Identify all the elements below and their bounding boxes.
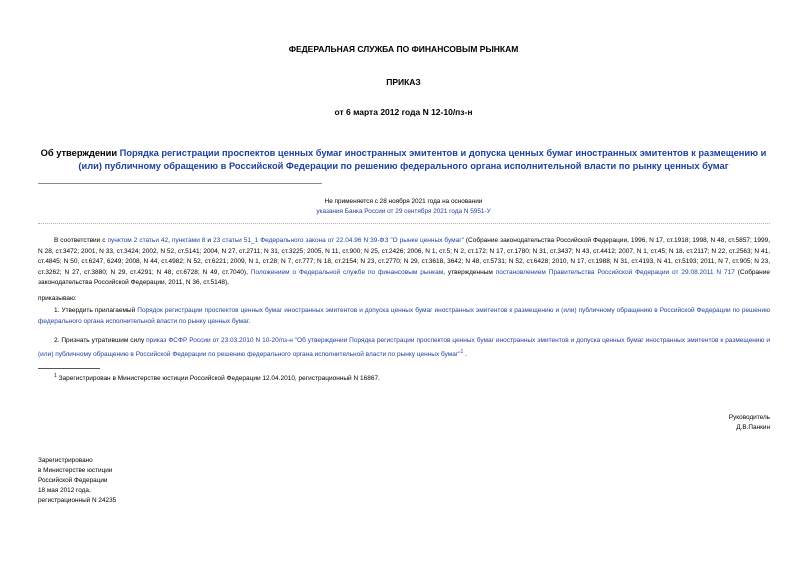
procedure-link[interactable]: Порядок регистрации проспектов ценных бумаг иностранных эмитентов и допуска ценных бумаг иностранных эмитентов к размещению и (или) публичному обращению в Российской Федерации по решению федерального органа исполнительной власти по рынку ценных бумаг xyxy=(38,307,770,325)
government-decree-link[interactable]: постановлением Правительства Российской Федерации от 29.08.2011 N 717 xyxy=(495,268,735,276)
preamble-text: и xyxy=(205,237,213,244)
law-link-article-42[interactable]: пунктом 2 статьи 42 xyxy=(107,237,169,244)
status-divider xyxy=(38,223,770,224)
footnote-marker: 1 xyxy=(54,373,57,379)
order-item-2 xyxy=(38,336,770,360)
document-type: ПРИКАЗ xyxy=(386,77,421,87)
signature-name: Д.В.Панкин xyxy=(736,424,770,431)
item2-text: 2. Признать утратившим силу xyxy=(54,337,147,344)
law-link-items-8[interactable]: пунктами 8 xyxy=(171,237,206,244)
footnote-ref[interactable]: 1 xyxy=(460,348,464,355)
registration-line-2: в Министерстве юстиции xyxy=(38,467,113,474)
revoked-order-link[interactable]: приказ ФСФР России от 23.03.2010 N 10-20/пз-н "Об утверждении Порядка регистрации проспектов ценных бумаг иностранных эмитентов и допуска ценных бумаг иностранных эмитентов к размещению и (или) публичному обращению в Российской Федерации по решению федерального органа исполнительной власти по рынку ценных бумаг" xyxy=(38,337,770,358)
item1-text: 1. Утвердить прилагаемый xyxy=(54,307,138,314)
status-link[interactable]: указания Банка России от 29 сентября 2021 года N 5951-У xyxy=(316,208,491,215)
order-word: приказываю: xyxy=(38,295,77,302)
document-title xyxy=(30,147,777,172)
registration-line-4: 18 мая 2012 года, xyxy=(38,487,91,494)
title-divider xyxy=(38,183,322,184)
footnote-text: Зарегистрирован в Министерстве юстиции Российской Федерации 12.04.2010, регистрационный N 16867. xyxy=(56,375,380,383)
footnote-divider xyxy=(38,368,100,369)
title-prefix: Об утверждении xyxy=(40,148,120,158)
item2-text: . xyxy=(463,350,467,358)
order-item-1 xyxy=(38,306,770,327)
agency-name: ФЕДЕРАЛЬНАЯ СЛУЖБА ПО ФИНАНСОВЫМ РЫНКАМ xyxy=(288,44,519,54)
preamble-text: , утвержденным xyxy=(443,268,496,276)
preamble-text: (Собрание законодательства Российской Федерации, 2011, N 36, ст.5148), xyxy=(38,268,770,286)
document-date-number: от 6 марта 2012 года N 12-10/пз-н xyxy=(334,107,473,117)
regulation-link[interactable]: Положением о Федеральной службе по финансовым рынкам xyxy=(250,268,444,276)
preamble-text: (Собрание законодательства Российской Федерации, 1996, N 17, ст.1918; 1998, N 48, ст.5857; 1999, N 28, ст.3472; 2001, N 33, ст.3424; 2002, N 52, ст.5141; 2004, N 27, ст.2711; N 31, ст.3225; 2005, N 11, ст.900; N 25, ст.2426; 2006, N 1, ст.5; N 2, ст.172; N 17, ст.1780; N 31, ст.3437; N 43, ст.4412; 2007, N 1, ст.45; N 18, ст.2117; N 22, ст.2563; N 41, ст.4845; N 50, ст.6247, 6249; 2008, N 44, ст.4982; N 52, ст.6221; 2009, N 1, ст.28; N 7, ст.777; N 18, ст.2154; N 23, ст.2770; N 29, ст.3618, 3642; N 48, ст.5731; N 52, ст.6428; 2010, N 17, ст.1988; N 31, ст.4193, N 41, ст.5193; 2011, N 7, ст.905; N 23, ст.3262; N 27, ст.3880; N 29, ст.4291; N 48, ст.6728; N 49, ст.7040), xyxy=(38,237,770,276)
status-line: Не применяется с 28 ноября 2021 года на основании xyxy=(324,198,483,205)
title-link[interactable]: Порядка регистрации проспектов ценных бумаг иностранных эмитентов и допуска ценных бумаг иностранных эмитентов к размещению и (или) публичному обращению в Российской Федерации по решению федерального органа исполнительной власти по рынку ценных бумаг xyxy=(78,148,767,171)
preamble-text: , xyxy=(168,237,172,244)
footnote xyxy=(54,371,754,385)
preamble-text: В соответствии с xyxy=(54,237,108,244)
item1-text: . xyxy=(248,317,251,325)
signature-role: Руководитель xyxy=(728,414,770,421)
preamble-paragraph xyxy=(38,236,770,289)
law-link-securities-market[interactable]: 23 статьи 51_1 Федерального закона от 22.04.96 N 39-ФЗ "О рынке ценных бумаг" xyxy=(213,237,464,244)
registration-line-3: Российской Федерации xyxy=(38,477,108,484)
registration-line-5: регистрационный N 24235 xyxy=(38,497,117,504)
registration-line-1: Зарегистрировано xyxy=(38,457,93,464)
